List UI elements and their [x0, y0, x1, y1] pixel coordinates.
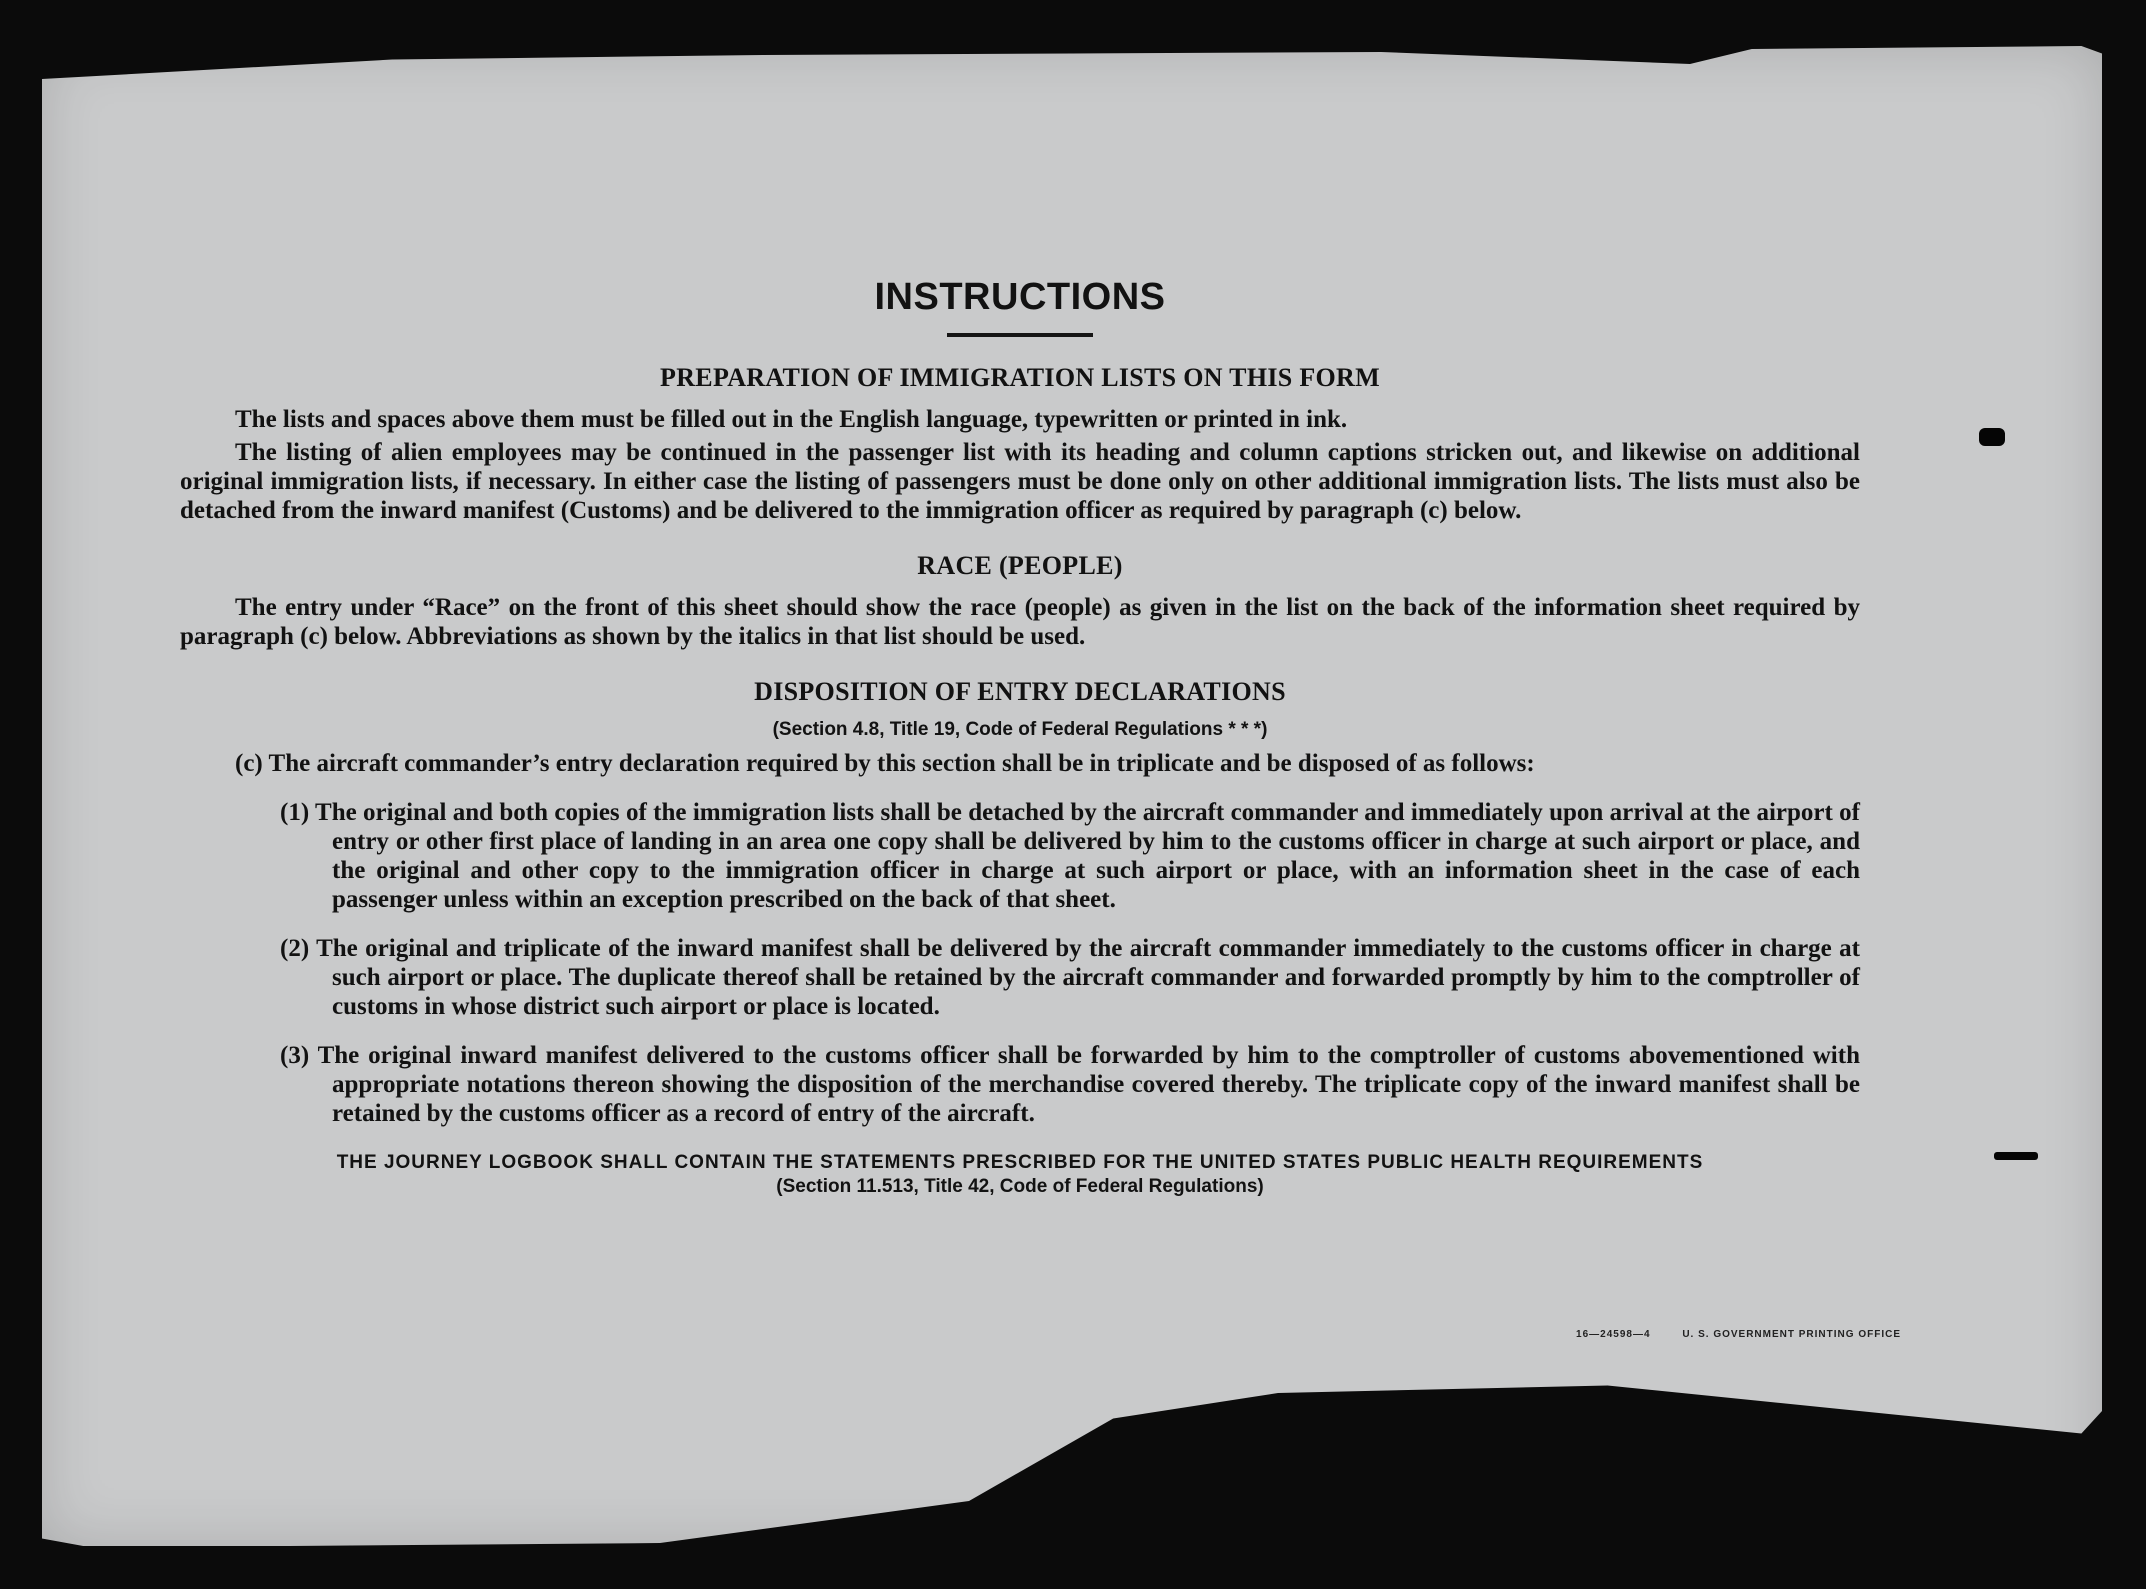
disposition-item-2: (2) The original and triplicate of the inward manifest shall be delivered by the aircraft commander immediately to the customs officer in charge at such airport or place. The duplicate thereof shall be retained by the aircraft commander and forwarded promptly by him to the comptroller of customs in whose district such airport or place is located. [280, 935, 1860, 1020]
disposition-citation: (Section 4.8, Title 19, Code of Federal Regulations * * *) [772, 719, 1268, 740]
preparation-paragraph-2: The listing of alien employees may be continued in the passenger list with its heading and column captions stricken out, and likewise on additional original immigration lists, if necessary. In either case the listing of passengers must be done only on other additional immigration lists. The lists must also be detached from the inward manifest (Customs) and be delivered to the immigration officer as required by paragraph (c) below. [180, 439, 1860, 524]
ink-blot-mark [1979, 428, 2005, 446]
ink-dash-mark [1994, 1152, 2038, 1160]
disposition-intro: (c) The aircraft commander’s entry declaration required by this section shall be in triplicate and be disposed of as follows: [235, 750, 1535, 777]
disposition-item-3: (3) The original inward manifest delivered to the customs officer shall be forwarded by him to the comptroller of customs abovementioned with appropriate notations thereon showing the disposition of the merchandise covered thereby. The triplicate copy of the inward manifest shall be retained by the customs officer as a record of entry of the aircraft. [280, 1042, 1860, 1127]
health-requirements-citation: (Section 11.513, Title 42, Code of Federal Regulations) [776, 1176, 1264, 1197]
disposition-item-1: (1) The original and both copies of the immigration lists shall be detached by the aircraft commander and immediately upon arrival at the airport of entry or other first place of landing in an area one copy shall be delivered by him to the customs officer in charge at such airport or place, and the original and other copy to the immigration officer in charge at such airport or place, with an information sheet in the case of each passenger unless within an exception prescribed on the back of that sheet. [280, 799, 1860, 913]
title-rule [947, 333, 1093, 337]
page-title: INSTRUCTIONS [874, 276, 1166, 318]
section-heading-preparation: PREPARATION OF IMMIGRATION LISTS ON THIS FORM [660, 363, 1380, 392]
instructions-body [180, 230, 1860, 1198]
section-heading-race: RACE (PEOPLE) [917, 551, 1123, 580]
section-heading-disposition: DISPOSITION OF ENTRY DECLARATIONS [754, 677, 1286, 706]
printing-office: U. S. GOVERNMENT PRINTING OFFICE [1682, 1329, 1901, 1340]
health-requirements-statement: THE JOURNEY LOGBOOK SHALL CONTAIN THE STATEMENTS PRESCRIBED FOR THE UNITED STATES PUBLIC HEALTH REQUIREMENTS [336, 1152, 1704, 1173]
printer-imprint [1576, 1329, 1901, 1340]
form-number: 16—24598—4 [1576, 1329, 1651, 1340]
preparation-paragraph-1: The lists and spaces above them must be filled out in the English language, typewritten or printed in ink. [235, 406, 1348, 433]
race-paragraph: The entry under “Race” on the front of this sheet should show the race (people) as given in the list on the back of the information sheet required by paragraph (c) below. Abbreviations as shown by the italics in that list should be used. [180, 594, 1860, 650]
